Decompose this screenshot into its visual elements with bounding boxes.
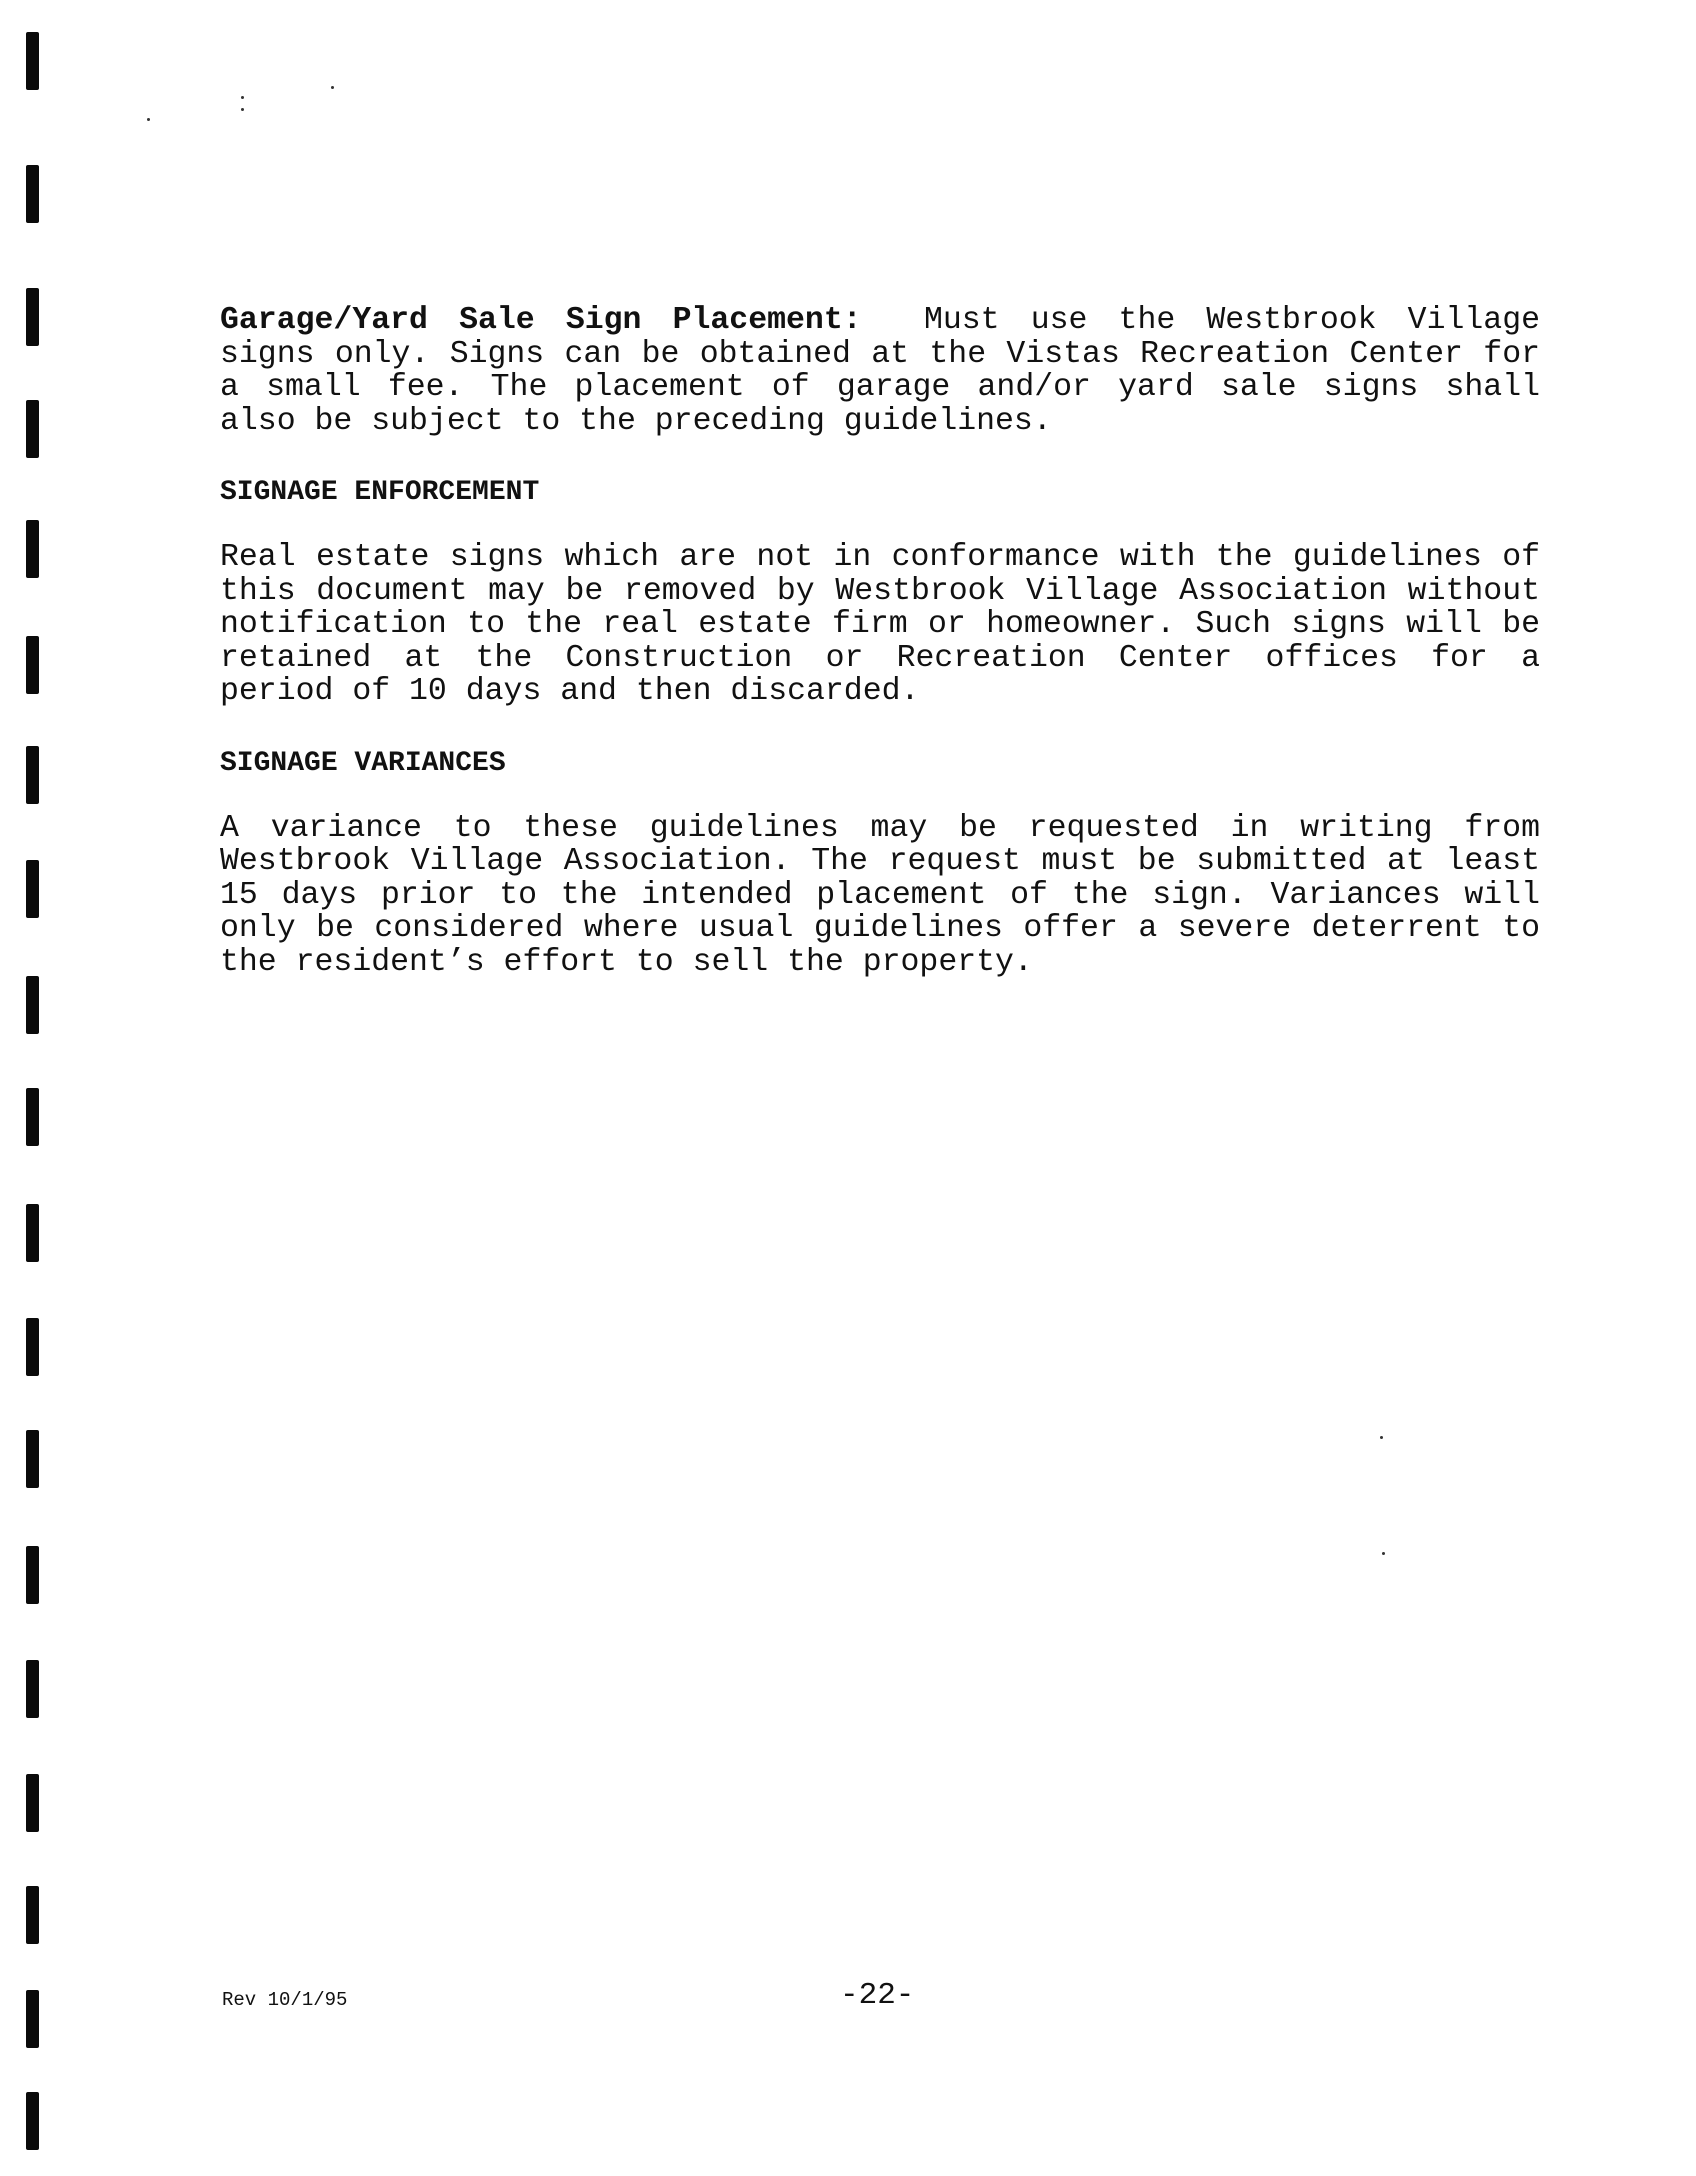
scan-speck <box>241 96 244 99</box>
binder-mark <box>26 32 39 90</box>
signage-enforcement-paragraph: Real estate signs which are not in conformance with the guidelines of this document may be removed by Westbrook Village Association without notification to the real estate firm or homeowner. Such signs will be retained at the Construction or Recreation Center offices for a period of 10 days and then discarded. <box>220 540 1540 709</box>
revision-date: Rev 10/1/95 <box>222 1989 348 2011</box>
binder-mark <box>26 1990 39 2048</box>
garage-sale-paragraph <box>220 304 1540 438</box>
scan-speck <box>241 108 244 111</box>
signage-enforcement-heading: SIGNAGE ENFORCEMENT <box>220 477 540 508</box>
garage-sale-text: Must use the Westbrook Village signs only. Signs can be obtained at the Vistas Recreation Center for a small fee. The placement of garage and/or yard sale signs shall also be subject to the preceding guidelines. <box>220 303 1541 439</box>
binder-mark <box>26 1204 39 1262</box>
scan-speck <box>1380 1436 1383 1439</box>
binder-mark <box>26 1660 39 1718</box>
scan-speck <box>1382 1552 1385 1555</box>
binder-mark <box>26 1546 39 1604</box>
binder-mark <box>26 860 39 918</box>
page-number: -22- <box>840 1978 915 2013</box>
binder-mark <box>26 636 39 694</box>
scan-speck <box>147 118 150 121</box>
binder-mark <box>26 520 39 578</box>
garage-sale-label: Garage/Yard Sale Sign Placement: <box>220 303 862 338</box>
document-body <box>220 304 1540 979</box>
binder-mark <box>26 746 39 804</box>
signage-variances-paragraph: A variance to these guidelines may be requested in writing from Westbrook Village Association. The request must be submitted at least 15 days prior to the intended placement of the sign. Variances will only be considered where usual guidelines offer a severe deterrent to the resident’s effort to sell the property. <box>220 810 1540 980</box>
binder-mark <box>26 1774 39 1832</box>
signage-variances-heading: SIGNAGE VARIANCES <box>220 747 506 779</box>
binder-mark <box>26 1088 39 1146</box>
binder-mark <box>26 2092 39 2150</box>
binder-mark <box>26 1886 39 1944</box>
binder-mark <box>26 288 39 346</box>
binder-mark <box>26 976 39 1034</box>
scan-speck <box>331 86 334 89</box>
binder-mark <box>26 1430 39 1488</box>
binder-mark <box>26 400 39 458</box>
binder-mark <box>26 1318 39 1376</box>
binder-mark <box>26 165 39 223</box>
